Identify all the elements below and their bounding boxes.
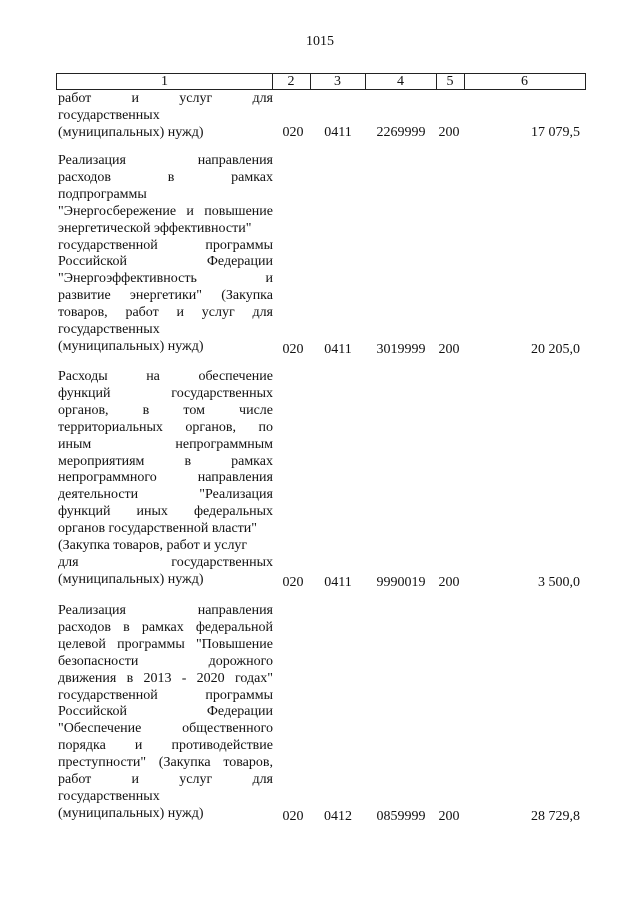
description-line: Российской Федерации: [58, 254, 273, 270]
description-line: работ и услуг для: [58, 91, 273, 106]
description-line: "Обеспечение общественного: [58, 721, 273, 737]
header-col-5: 5: [436, 74, 465, 89]
cell-col-2: 020: [282, 125, 304, 140]
header-col-4: 4: [365, 74, 437, 89]
description-line: расходов в рамках федеральной: [58, 619, 273, 635]
description-line: (муниципальных) нужд): [58, 124, 204, 140]
description-line: движения в 2013 - 2020 годах": [58, 670, 273, 686]
description-line: органов, в том числе: [58, 402, 273, 418]
cell-col-3: 0411: [324, 342, 352, 357]
row-description: [58, 603, 273, 823]
cell-col-2: 020: [282, 575, 304, 590]
description-line: Реализация направления: [58, 603, 273, 618]
cell-col-5: 200: [438, 809, 460, 824]
header-col-3: 3: [310, 74, 366, 89]
description-line: государственных: [58, 107, 160, 123]
description-line: "Энергосбережение и повышение: [58, 203, 273, 219]
description-line: (муниципальных) нужд): [58, 805, 204, 821]
description-line: порядка и противодействие: [58, 738, 273, 754]
description-line: Расходы на обеспечение: [58, 369, 273, 384]
header-col-6: 6: [521, 74, 528, 89]
header-col-2: 2: [272, 74, 311, 89]
cell-col-6: 3 500,0: [538, 575, 580, 590]
description-line: Реализация направления: [58, 153, 273, 168]
row-description: [58, 91, 273, 142]
description-line: энергетической эффективности": [58, 220, 252, 236]
description-line: государственных: [58, 322, 160, 338]
description-line: деятельности "Реализация: [58, 487, 273, 503]
description-line: иным непрограммным: [58, 436, 273, 452]
row-description: [58, 153, 273, 356]
description-line: работ и услуг для: [58, 772, 273, 788]
description-line: (Закупка товаров, работ и услуг: [58, 538, 248, 554]
description-line: государственных: [58, 788, 160, 804]
cell-col-5: 200: [438, 342, 460, 357]
description-line: (муниципальных) нужд): [58, 571, 204, 587]
description-line: развитие энергетики" (Закупка: [58, 288, 273, 304]
cell-col-4: 2269999: [376, 125, 426, 140]
table-header: [56, 73, 586, 90]
description-line: "Энергоэффективность и: [58, 271, 273, 287]
cell-col-5: 200: [438, 125, 460, 140]
cell-col-6: 28 729,8: [531, 809, 580, 824]
description-line: для государственных: [58, 554, 273, 570]
cell-col-3: 0412: [324, 809, 352, 824]
description-line: государственной программы: [58, 687, 273, 703]
cell-col-5: 200: [438, 575, 460, 590]
description-line: функций государственных: [58, 385, 273, 401]
description-line: расходов в рамках: [58, 169, 273, 185]
description-line: преступности" (Закупка товаров,: [58, 755, 273, 771]
cell-col-2: 020: [282, 809, 304, 824]
description-line: мероприятиям в рамках: [58, 453, 273, 469]
description-line: органов государственной власти": [58, 521, 258, 537]
description-line: Российской Федерации: [58, 704, 273, 720]
header-col-1: 1: [57, 74, 273, 89]
description-line: непрограммного направления: [58, 470, 273, 486]
cell-col-2: 020: [282, 342, 304, 357]
cell-col-6: 20 205,0: [531, 342, 580, 357]
cell-col-4: 3019999: [376, 342, 426, 357]
description-line: функций иных федеральных: [58, 504, 273, 520]
row-description: [58, 369, 273, 589]
description-line: территориальных органов, по: [58, 419, 273, 435]
cell-col-6: 17 079,5: [531, 125, 580, 140]
page-number: 1015: [306, 34, 334, 49]
description-line: товаров, работ и услуг для: [58, 305, 273, 321]
cell-col-4: 9990019: [376, 575, 426, 590]
description-line: подпрограммы: [58, 186, 147, 202]
cell-col-3: 0411: [324, 125, 352, 140]
description-line: (муниципальных) нужд): [58, 338, 204, 354]
description-line: целевой программы "Повышение: [58, 636, 273, 652]
description-line: государственной программы: [58, 237, 273, 253]
description-line: безопасности дорожного: [58, 653, 273, 669]
cell-col-3: 0411: [324, 575, 352, 590]
cell-col-4: 0859999: [376, 809, 426, 824]
